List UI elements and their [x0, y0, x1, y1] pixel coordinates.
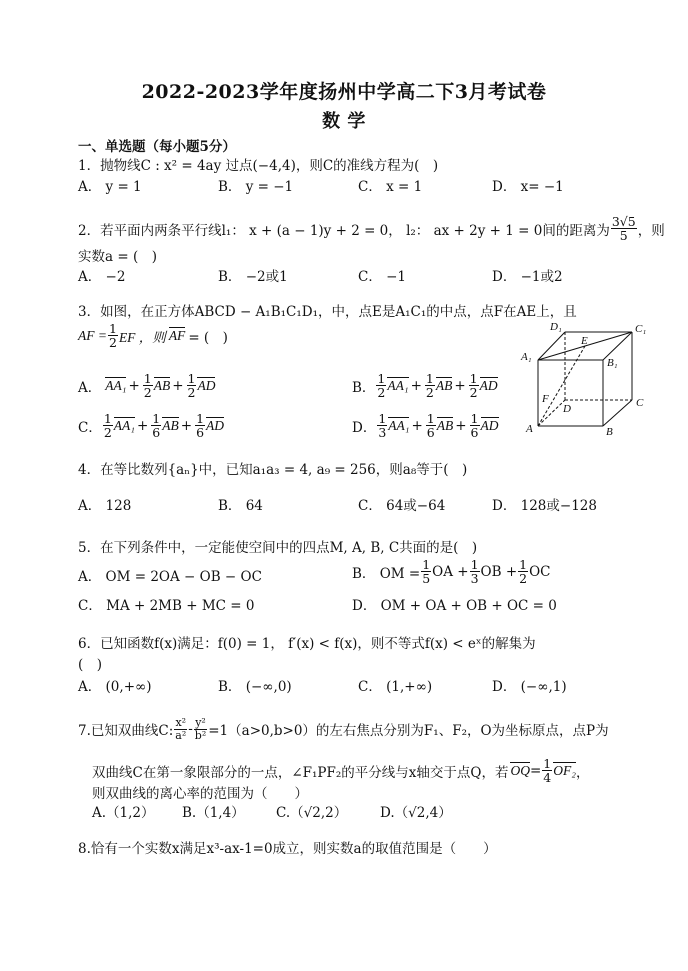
frac-num: x² [175, 716, 187, 729]
q3-opt-c-frac1 [103, 412, 113, 439]
question-2-line2: 实数a = ( ) [78, 249, 157, 265]
frac-den: 6 [152, 425, 161, 441]
section-heading: 一、单选题（每小题5分） [78, 139, 236, 155]
q3-af-vector: AF [168, 327, 186, 343]
label-d1: D₁ [550, 321, 562, 333]
q6-option-b: B． (−∞,0) [218, 679, 292, 695]
q1-option-a: A． y = 1 [78, 179, 142, 195]
frac-den: b² [194, 728, 207, 742]
q1-option-b: B． y = −1 [218, 179, 294, 195]
label-a: A [526, 423, 533, 435]
frac-num: 1 [152, 411, 161, 426]
q3-option-c [78, 412, 224, 439]
question-3-line2 [78, 322, 228, 349]
frac-den: 3 [378, 425, 387, 441]
q3-opt-a-vec3: AD [197, 377, 216, 393]
q2-option-a: A． −2 [78, 269, 126, 285]
q7-option-d: D.（√2,4） [380, 805, 452, 821]
label-e: E [581, 335, 588, 347]
q7-option-c: C.（√2,2） [276, 805, 348, 821]
frac-num: 1 [103, 411, 112, 426]
q3-opt-d-label: D． [352, 419, 377, 436]
label-b: B [606, 426, 613, 438]
frac-num: 1 [470, 557, 479, 572]
q7-option-b: B.（1,4） [182, 805, 245, 821]
q3-opt-b-frac3 [469, 372, 479, 399]
q7-x-frac [174, 717, 187, 741]
q3-opt-d-vec2: AB [436, 417, 454, 433]
q2-distance-fraction [611, 215, 637, 242]
q3-opt-c-vec1: AA₁ [113, 417, 135, 433]
q3-option-b [352, 372, 498, 399]
question-7-line2 [92, 757, 589, 784]
q3-opt-d-vec3: AD [480, 417, 499, 433]
q7-oq-vector: OQ [510, 762, 530, 778]
q7-minus: - [188, 721, 193, 738]
q5-opt-b-term1: OA + [432, 563, 469, 580]
q3-option-a [78, 372, 215, 399]
question-7-line3: 则双曲线的离心率的范围为（ ） [92, 786, 308, 802]
q7-post: =1（a>0,b>0）的左右焦点分别为F₁、F₂，O为坐标原点，点P为 [208, 723, 609, 740]
q2-option-c: C． −1 [358, 269, 407, 285]
q6-option-c: C． (1,+∞) [358, 679, 433, 695]
q3-af: AF = [78, 327, 107, 343]
q3-half-fraction [108, 322, 118, 349]
q3-opt-c-frac3 [195, 412, 205, 439]
q3-opt-c-label: C． [78, 419, 102, 436]
q5-opt-b-frac2 [470, 558, 480, 585]
frac-den: 5 [422, 571, 431, 587]
q3-opt-a-frac1 [143, 372, 153, 399]
q5-opt-b-term2: OB + [480, 563, 518, 580]
question-8-stem: 8.恰有一个实数x满足x³-ax-1=0成立，则实数a的取值范围是（ ） [78, 841, 497, 857]
q3-opt-b-vec3: AD [479, 377, 498, 393]
frac-num: 1 [543, 756, 552, 771]
q3-opt-b-frac1 [376, 372, 386, 399]
frac-num: 1 [196, 411, 205, 426]
q2-stem-text: 2．若平面内两条平行线l₁： x + (a − 1)y + 2 = 0， l₂： ax + 2y + 1 = 0间的距离为 [78, 222, 610, 239]
q5-option-d: D． OM + OA + OB + OC = 0 [352, 598, 557, 614]
frac-num: 1 [425, 371, 434, 386]
q5-opt-b-frac1 [421, 558, 431, 585]
frac-den: 2 [519, 571, 528, 587]
label-c: C [636, 397, 644, 409]
q3-opt-d-plus1: + [411, 417, 423, 434]
q2-stem-tail: ，则 [637, 222, 665, 239]
q3-opt-d-plus2: + [455, 417, 467, 434]
q3-opt-c-frac2 [151, 412, 161, 439]
frac-num: 1 [378, 411, 387, 426]
frac-den: 6 [426, 425, 435, 441]
exam-subject: 数 学 [322, 111, 366, 132]
q1-option-d: D． x= −1 [492, 179, 564, 195]
q3-opt-b-label: B． [352, 379, 376, 396]
label-f: F [542, 393, 549, 405]
q3-opt-a-vec2: AB [153, 377, 171, 393]
frac-num: 1 [422, 557, 431, 572]
q7-quarter-frac [542, 757, 552, 784]
frac-den: 3 [470, 571, 479, 587]
q3-opt-c-vec2: AB [162, 417, 179, 433]
q2-option-b: B． −2或1 [218, 269, 288, 285]
q3-opt-b-vec1: AA₁ [387, 377, 409, 393]
question-6-stem: 6．已知函数f(x)满足：f(0) = 1， f′(x) < f(x)，则不等式f(x) < eˣ的解集为 [78, 636, 536, 652]
q3-opt-d-vec1: AA₁ [388, 417, 410, 433]
q3-paren: = ( ) [188, 329, 228, 346]
frac-den: 2 [187, 385, 196, 401]
q4-option-a: A． 128 [78, 498, 132, 514]
q5-option-b [352, 558, 551, 585]
frac-num: 1 [187, 371, 196, 386]
q7-line2-end: ， [575, 764, 590, 781]
q5-opt-b-frac3 [518, 558, 528, 585]
q3-opt-b-plus1: + [410, 377, 422, 394]
question-4-stem: 4．在等比数列{aₙ}中，已知a₁a₃ = 4, a₉ = 256，则a₈等于( ) [78, 462, 468, 478]
question-6-paren: ( ) [78, 657, 103, 673]
frac-den: 2 [377, 385, 386, 401]
label-b1: B₁ [607, 357, 618, 369]
frac-num: y² [195, 716, 206, 729]
frac-den: a² [175, 728, 187, 742]
q3-opt-a-plus2: + [172, 377, 184, 394]
frac-den: 4 [543, 770, 552, 786]
q5-opt-b-term3: OC [529, 563, 551, 580]
q3-opt-a-frac2 [187, 372, 197, 399]
q4-option-c: C． 64或−64 [358, 498, 446, 514]
q2-option-d: D． −1或2 [492, 269, 563, 285]
q6-option-a: A． (0,+∞) [78, 679, 152, 695]
q3-opt-d-frac1 [377, 412, 387, 439]
q3-half-den: 2 [108, 335, 117, 351]
q7-line2-text: 双曲线C在第一象限部分的一点，∠F₁PF₂的平分线与x轴交于点Q，若 [92, 764, 509, 781]
q5-opt-b-prefix: B． OM = [352, 565, 421, 582]
label-d: D [563, 403, 571, 415]
cube-figure [520, 318, 655, 438]
exam-title: 2022-2023学年度扬州中学高二下3月考试卷 [141, 81, 547, 103]
q7-y-frac [194, 717, 207, 741]
q7-pre: 7.已知双曲线C: [78, 723, 174, 740]
q3-opt-a-vec1: AA₁ [105, 377, 127, 393]
frac-num: 1 [470, 411, 479, 426]
q3-opt-c-plus1: + [136, 417, 149, 434]
q3-opt-b-frac2 [425, 372, 435, 399]
frac-num: 1 [426, 411, 435, 426]
q5-option-a: A． OM = 2OA − OB − OC [78, 569, 262, 585]
q3-opt-a-plus1: + [128, 377, 140, 394]
q3-opt-a-label: A． [78, 379, 102, 396]
q4-option-d: D． 128或−128 [492, 498, 597, 514]
frac-den: 2 [103, 425, 112, 441]
frac-num: 1 [469, 371, 478, 386]
q4-option-b: B． 64 [218, 498, 263, 514]
frac-den: 2 [143, 385, 152, 401]
label-c1: C₁ [635, 323, 647, 335]
question-5-stem: 5．在下列条件中，一定能使空间中的四点M, A, B, C共面的是( ) [78, 540, 478, 556]
frac-den: 2 [469, 385, 478, 401]
q6-option-d: D． (−∞,1) [492, 679, 567, 695]
q2-frac-den: 5 [619, 228, 628, 244]
q7-of2-vector: OF₂ [553, 762, 576, 778]
q7-eq: = [529, 762, 542, 779]
q3-opt-d-frac2 [426, 412, 436, 439]
question-1-stem: 1．抛物线C : x² = 4ay 过点(−4,4)，则C的准线方程为( ) [78, 158, 439, 174]
q2-frac-num: 3√5 [611, 214, 636, 229]
question-3-line1: 3．如图，在正方体ABCD − A₁B₁C₁D₁，中，点E是A₁C₁的中点，点F在AE上，且 [78, 304, 577, 320]
q7-option-a: A.（1,2） [92, 805, 155, 821]
q5-option-c: C． MA + 2MB + MC = 0 [78, 598, 255, 614]
q3-ef: EF ，则 [118, 329, 166, 345]
frac-den: 6 [196, 425, 205, 441]
frac-num: 1 [519, 557, 528, 572]
frac-den: 2 [425, 385, 434, 401]
q3-opt-d-frac3 [470, 412, 480, 439]
frac-num: 1 [377, 371, 386, 386]
frac-den: 6 [470, 425, 479, 441]
q3-opt-b-vec2: AB [435, 377, 453, 393]
q3-opt-c-plus2: + [180, 417, 193, 434]
q3-opt-b-plus2: + [454, 377, 466, 394]
q3-half-num: 1 [108, 321, 117, 336]
q1-option-c: C． x = 1 [358, 179, 423, 195]
question-7-line1 [78, 717, 609, 741]
frac-num: 1 [143, 371, 152, 386]
q3-opt-c-vec3: AD [206, 417, 225, 433]
q3-option-d [352, 412, 499, 439]
label-a1: A₁ [521, 351, 532, 363]
question-2-line1 [78, 215, 665, 242]
